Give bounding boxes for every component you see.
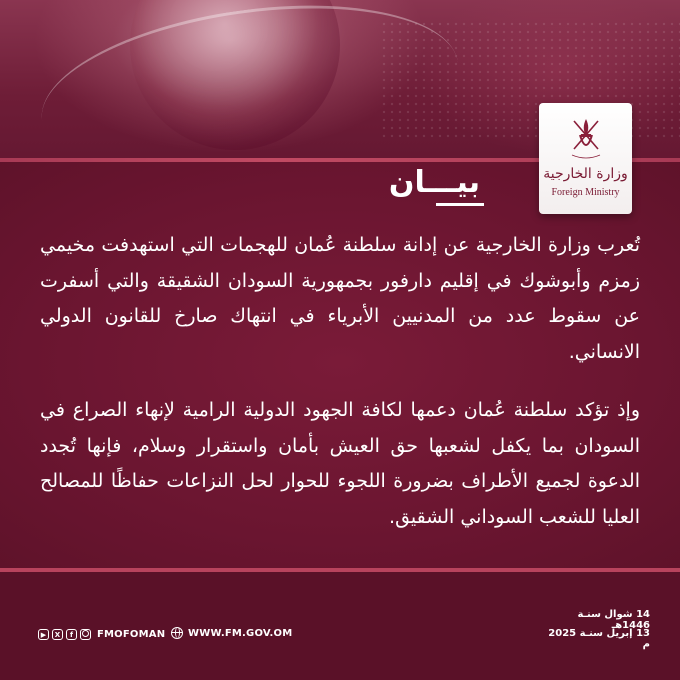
date-gregorian: 13 إبريل سنـة 2025 م <box>548 628 650 650</box>
social-handle[interactable]: FMOFOMAN <box>97 628 166 640</box>
ministry-english-name: Foreign Ministry <box>551 187 620 198</box>
statement-paragraph-1: تُعرب وزارة الخارجية عن إدانة سلطنة عُمان للهجمات التي استهدفت مخيمي زمزم وأبوشوك في إقليم دارفور بجمهورية السودان الشقيقة والتي أسفرت عن سقوط عدد من المدنيين الأبرياء في انتهاك صارخ للقانون الدولي الانساني. <box>40 234 640 363</box>
website-url[interactable]: WWW.FM.GOV.OM <box>188 627 293 639</box>
facebook-icon[interactable]: f <box>66 629 77 640</box>
oman-khanjar-emblem-icon <box>564 111 608 163</box>
website-link[interactable] <box>171 627 292 639</box>
social-links <box>38 627 165 641</box>
ministry-arabic-name: وزارة الخارجية <box>543 166 628 182</box>
globe-icon <box>171 627 183 639</box>
ministry-logo <box>539 103 632 214</box>
world-map-dots-graphic <box>380 20 680 140</box>
x-icon[interactable]: X <box>52 629 63 640</box>
statement-paragraph-2: وإذ تؤكد سلطنة عُمان دعمها لكافة الجهود الدولية الرامية لإنهاء الصراع في السودان بما يكفل لشعبها حق العيش بأمان واستقرار وسلام، فإنها تُجدد الدعوة لجميع الأطراف بضرورة اللجوء للحوار لحل النزاعات حفاظًا للمصالح العليا للشعب السوداني الشقيق. <box>40 399 640 528</box>
youtube-icon[interactable]: ▶ <box>38 629 49 640</box>
date-hijri: 14 شوال سنـة 1446هـ <box>577 609 650 631</box>
statement-title: بيـــان <box>388 165 480 200</box>
instagram-icon[interactable] <box>80 629 91 640</box>
title-underline <box>436 203 484 206</box>
